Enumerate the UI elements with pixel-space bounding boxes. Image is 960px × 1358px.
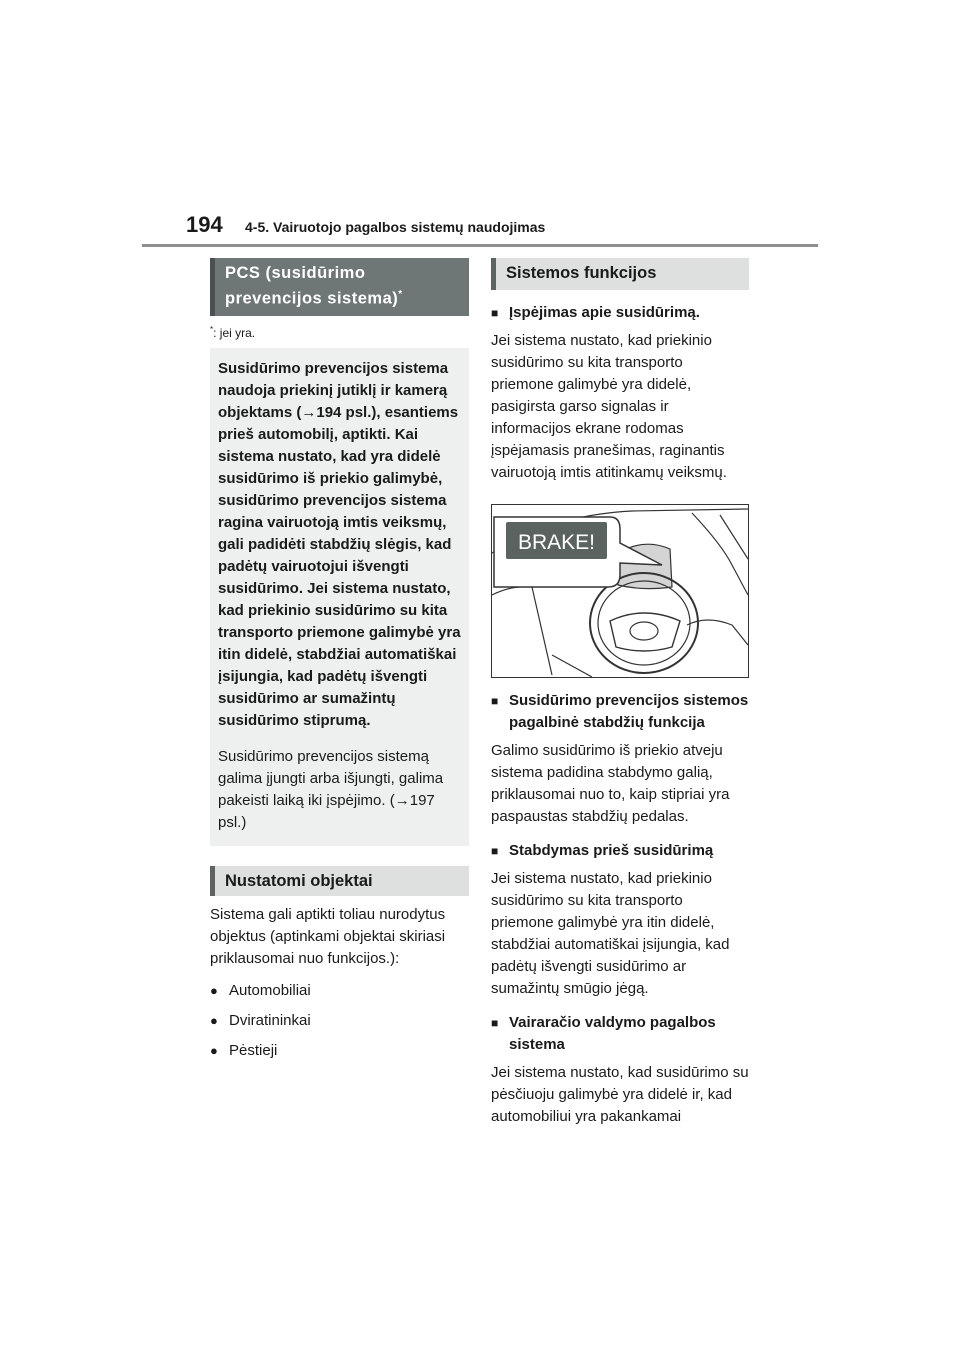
summary-bold-text: Susidūrimo prevencijos sistema naudoja priekinį jutiklį ir kamerą objektams (→194 psl.), esantiems prieš automobilį, aptikti. Kai sistema nustato, kad yra didelė susidūrimo iš priekio galimybė, susidūrimo prevencijos sistema ragina vairuotoją imtis veiksmų, gali padidėti stabdžių slėgis, kad padėtų vairuotojui išvengti susidūrimo. Jei sistema nustato, kad priekinio susidūrimo su kita transporto priemone galimybė yra itin didelė, stabdžiai automatiškai įsijungia, kad padėtų išvengti susidūrimo ar sumažintų susidūrimo stiprumą. bbox=[218, 359, 461, 729]
steering-title bbox=[491, 1012, 749, 1056]
assist-title bbox=[491, 690, 749, 734]
brake-warning-illustration bbox=[491, 504, 749, 678]
list-item bbox=[210, 1010, 469, 1032]
pcs-heading-line2: prevencijos sistema) bbox=[225, 289, 399, 308]
braking-text: Jei sistema nustato, kad priekinio susidūrimo su kita transporto priemone galimybė yra itin didelė, stabdžiai automatiškai įsijungia, kad padėtų išvengti susidūrimo ar sumažintų smūgio jėgą. bbox=[491, 870, 730, 997]
braking-title-text: Stabdymas prieš susidūrimą bbox=[509, 842, 714, 859]
object-label: Dviratininkai bbox=[229, 1011, 311, 1029]
assist-title-text: Susidūrimo prevencijos sistemos pagalbinė stabdžių funkcija bbox=[509, 692, 749, 731]
pcs-heading-mark: * bbox=[398, 289, 403, 300]
brake-label: BRAKE! bbox=[517, 531, 596, 554]
square-bullet-icon: ■ bbox=[491, 306, 499, 320]
functions-heading: Sistemos funkcijos bbox=[491, 258, 749, 290]
summary-box bbox=[210, 348, 469, 846]
left-column bbox=[210, 258, 469, 1062]
object-label: Pėstieji bbox=[229, 1041, 278, 1059]
pcs-heading bbox=[210, 258, 469, 316]
list-item bbox=[210, 980, 469, 1002]
object-label: Automobiliai bbox=[229, 981, 311, 999]
steering-text: Jei sistema nustato, kad susidūrimo su pėsčiuoju galimybė yra didelė ir, kad automobiliui yra pakankamai bbox=[491, 1064, 749, 1125]
bullet-icon: ● bbox=[210, 982, 218, 998]
warning-text: Jei sistema nustato, kad priekinio susidūrimo su kita transporto priemone galimybė yra didelė, pasigirsta garso signalas ir informacijos ekrane rodomas įspėjamasis pranešimas, raginantis vairuotoją imtis atitinkamų veiksmų. bbox=[491, 332, 727, 481]
square-bullet-icon: ■ bbox=[491, 844, 499, 858]
footnote-text: : jei yra. bbox=[213, 325, 256, 340]
assist-text: Galimo susidūrimo iš priekio atveju sistema padidina stabdymo galią, priklausomai nuo to, kaip stipriai yra paspaustas stabdžių pedalas. bbox=[491, 742, 730, 825]
warning-title bbox=[491, 302, 749, 324]
braking-title bbox=[491, 840, 749, 862]
footnote-mark: * bbox=[210, 324, 214, 334]
summary-normal-text: Susidūrimo prevencijos sistemą galima įjungti arba išjungti, galima pakeisti laiką iki įspėjimo. (→197 psl.) bbox=[218, 747, 444, 831]
warning-title-text: Įspėjimas apie susidūrimą. bbox=[509, 304, 700, 321]
bullet-icon: ● bbox=[210, 1012, 218, 1028]
chapter-title: 4-5. Vairuotojo pagalbos sistemų naudojimas bbox=[245, 219, 546, 235]
objects-heading: Nustatomi objektai bbox=[210, 866, 469, 896]
steering-wheel-illustration bbox=[492, 505, 748, 677]
header-divider bbox=[142, 244, 818, 247]
objects-intro: Sistema gali aptikti toliau nurodytus objektus (aptinkami objektai skiriasi priklausomai nuo funkcijos.): bbox=[210, 905, 446, 967]
square-bullet-icon: ■ bbox=[491, 694, 499, 708]
square-bullet-icon: ■ bbox=[491, 1016, 499, 1030]
steering-title-text: Vairaračio valdymo pagalbos sistema bbox=[509, 1014, 716, 1053]
bullet-icon: ● bbox=[210, 1042, 218, 1058]
footnote bbox=[210, 325, 469, 340]
page-number: 194 bbox=[186, 212, 223, 237]
list-item bbox=[210, 1040, 469, 1062]
pcs-heading-line1: PCS (susidūrimo bbox=[225, 264, 366, 282]
right-column bbox=[491, 258, 749, 1128]
